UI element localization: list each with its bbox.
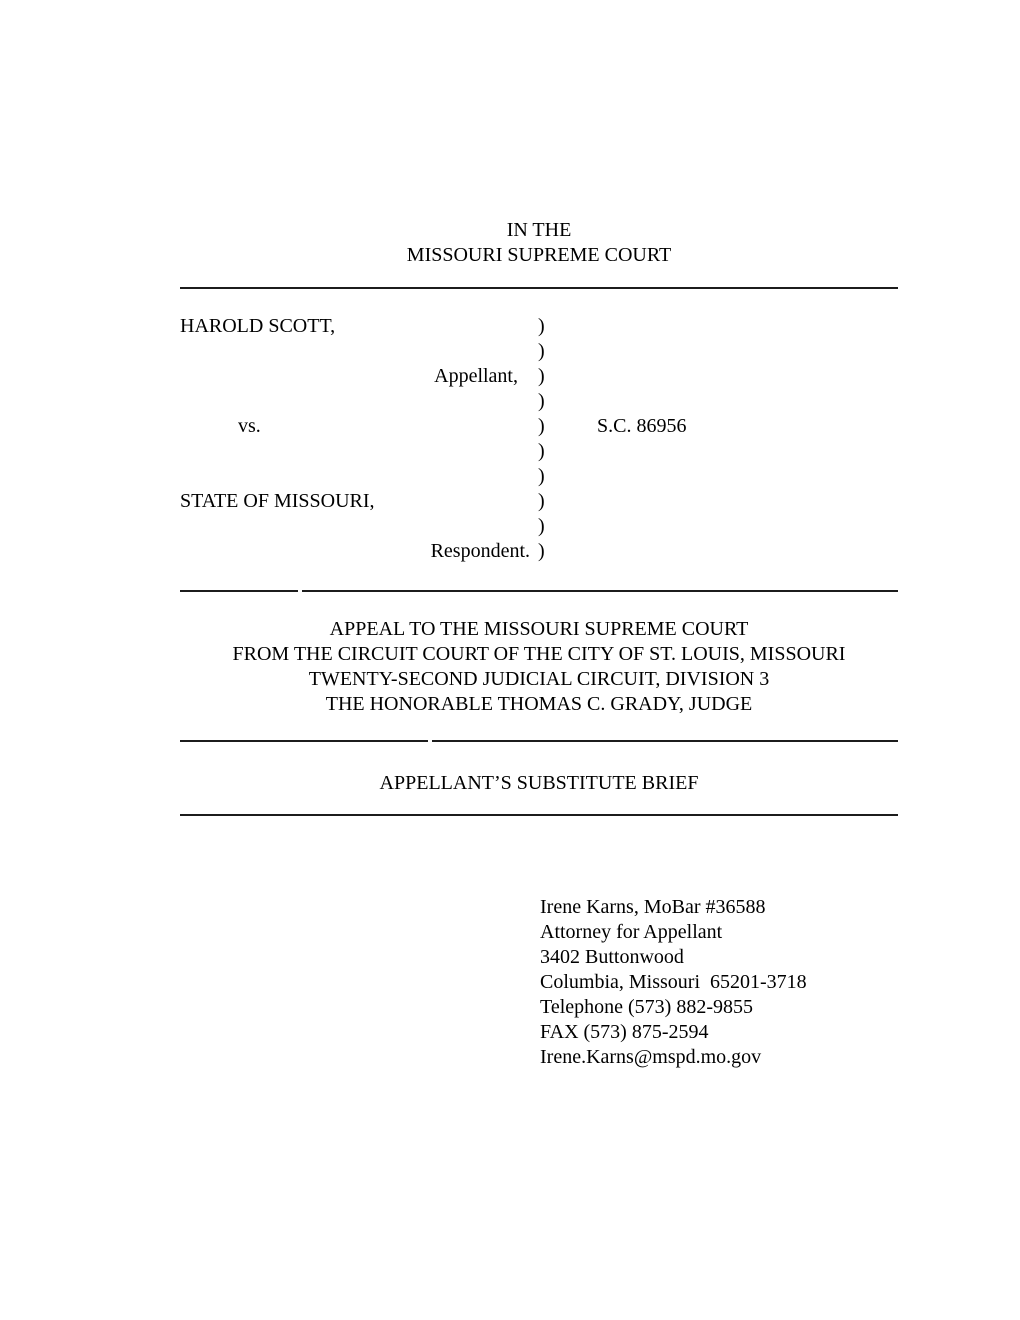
caption-row <box>180 464 898 489</box>
appeal-info-line-2: FROM THE CIRCUIT COURT OF THE CITY OF ST. LOUIS, MISSOURI <box>232 643 846 665</box>
caption-paren: ) <box>538 490 545 512</box>
caption-spacer <box>180 389 538 414</box>
appeal-info-line-3: TWENTY-SECOND JUDICIAL CIRCUIT, DIVISION 3 <box>308 668 770 690</box>
attorney-email: Irene.Karns@mspd.mo.gov <box>540 1046 762 1068</box>
caption-paren: ) <box>538 390 545 412</box>
horizontal-rule-caption-bottom-left <box>180 590 298 592</box>
brief-title: APPELLANT’S SUBSTITUTE BRIEF <box>379 772 699 794</box>
horizontal-rule-appeal-bottom-right <box>432 740 898 742</box>
caption-row <box>180 339 898 364</box>
caption-paren: ) <box>538 340 545 362</box>
attorney-fax: FAX (573) 875-2594 <box>540 1021 709 1043</box>
caption-row-appellant-role <box>180 364 898 389</box>
attorney-street-address: 3402 Buttonwood <box>540 946 684 968</box>
court-header <box>180 218 898 268</box>
caption-paren: ) <box>538 365 545 387</box>
caption-paren: ) <box>538 415 545 437</box>
appeal-info-line-1: APPEAL TO THE MISSOURI SUPREME COURT <box>329 618 749 640</box>
court-header-line-2: MISSOURI SUPREME COURT <box>406 244 672 266</box>
caption-row-respondent-role <box>180 539 898 564</box>
case-caption <box>180 314 898 564</box>
caption-spacer <box>180 339 538 364</box>
caption-row-versus <box>180 414 898 439</box>
caption-spacer <box>180 514 538 539</box>
caption-paren: ) <box>538 540 545 562</box>
court-header-line-1: IN THE <box>506 219 572 241</box>
appellant-name: HAROLD SCOTT, <box>180 315 336 337</box>
horizontal-rule-top <box>180 287 898 289</box>
horizontal-rule-appeal-bottom-left <box>180 740 428 742</box>
appeal-info <box>180 617 898 717</box>
caption-row <box>180 514 898 539</box>
attorney-role: Attorney for Appellant <box>540 921 723 943</box>
caption-row <box>180 439 898 464</box>
caption-paren: ) <box>538 515 545 537</box>
caption-row-respondent-name <box>180 489 898 514</box>
horizontal-rule-title-bottom <box>180 814 898 816</box>
caption-row <box>180 389 898 414</box>
respondent-role: Respondent. <box>430 540 530 562</box>
appellant-role: Appellant, <box>434 365 518 387</box>
caption-spacer <box>180 464 538 489</box>
caption-paren: ) <box>538 440 545 462</box>
attorney-telephone: Telephone (573) 882-9855 <box>540 996 753 1018</box>
attorney-city-state-zip: Columbia, Missouri 65201-3718 <box>540 971 807 993</box>
caption-paren: ) <box>538 465 545 487</box>
caption-spacer <box>180 439 538 464</box>
horizontal-rule-caption-bottom-right <box>302 590 898 592</box>
versus-label: vs. <box>238 415 261 437</box>
case-number: S.C. 86956 <box>597 415 687 437</box>
attorney-contact-block <box>540 895 807 1070</box>
caption-paren: ) <box>538 315 545 337</box>
caption-row-appellant-name <box>180 314 898 339</box>
appeal-info-line-4: THE HONORABLE THOMAS C. GRADY, JUDGE <box>325 693 753 715</box>
respondent-name: STATE OF MISSOURI, <box>180 490 375 512</box>
attorney-name-bar-number: Irene Karns, MoBar #36588 <box>540 896 766 918</box>
